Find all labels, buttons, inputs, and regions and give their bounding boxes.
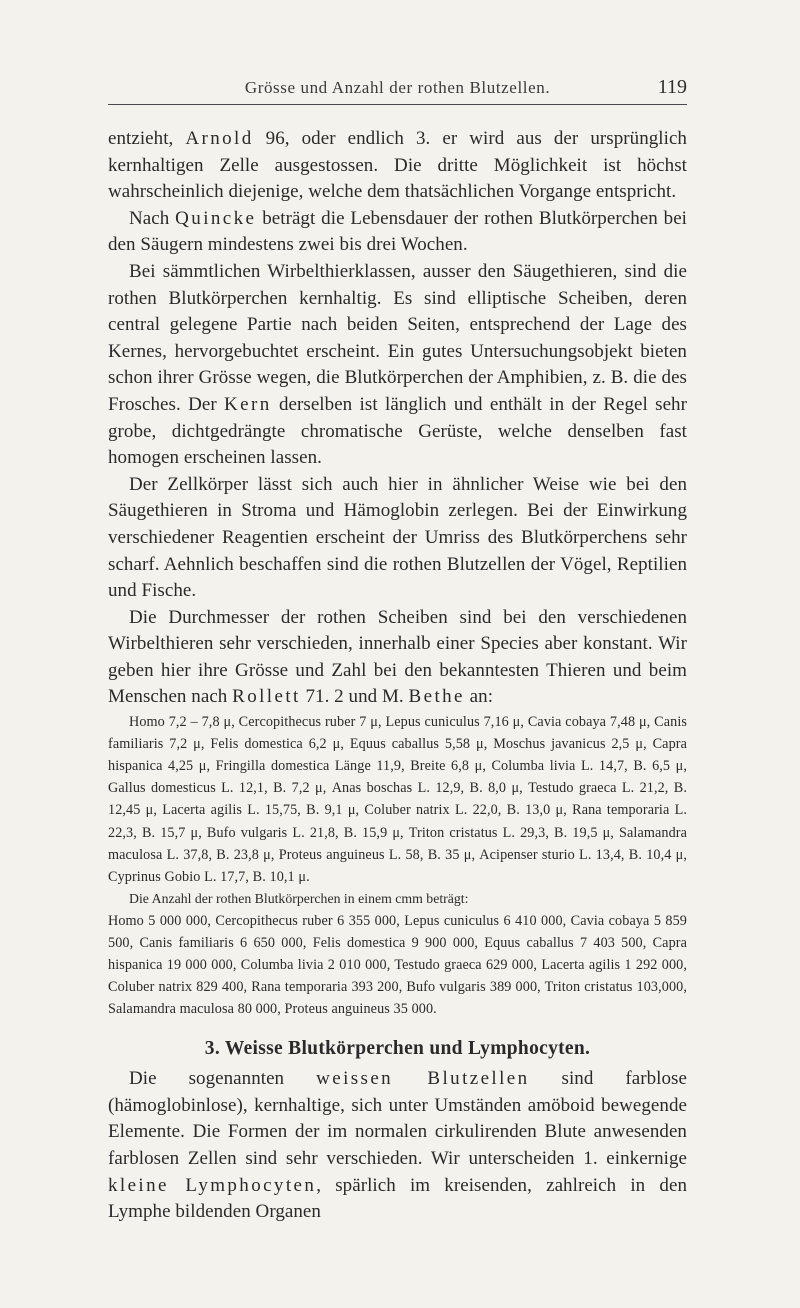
paragraph-2 bbox=[108, 206, 687, 259]
text-run: , spärlich im kreisenden, zahlreich in den Lymphe bildenden Organen bbox=[108, 1174, 687, 1223]
emphasized-term: kleine Lymphocyten bbox=[108, 1174, 317, 1196]
section-heading: 3. Weisse Blutkörperchen und Lymphocyten. bbox=[204, 1038, 591, 1060]
paragraph-6 bbox=[108, 1066, 687, 1226]
text-run: 71. 2 und M. bbox=[300, 686, 409, 708]
paragraph-4: Der Zellkörper lässt sich auch hier in ähnlicher Weise wie bei den Säugethieren in Stroma und Hämoglobin zerlegen. Bei der Einwirkung verschiedener Reagentien erscheint der Umriss des Blutkörperchens sehr scharf. Aehnlich beschaffen sind die rothen Blutzellen der Vögel, Reptilien und Fische. bbox=[108, 473, 687, 602]
text-run: an: bbox=[464, 686, 494, 708]
size-list: Homo 7,2 – 7,8 μ, Cercopithecus ruber 7 μ, Lepus cuniculus 7,16 μ, Cavia cobaya 7,48 μ, Canis familiaris 7,2 μ, Felis domestica 6,2 μ, Equus caballus 5,58 μ, Moschus javanicus 2,5 μ, Capra hispanica 4,25 μ, Fringilla domestica Länge 11,9, Breite 6,8 μ, Columba livia L. 14,7, B. 6,5 μ, Gallus domesticus L. 12,1, B. 7,2 μ, Anas boschas L. 12,9, B. 8,0 μ, Testudo graeca L. 21,2, B. 12,45 μ, Lacerta agilis L. 15,75, B. 9,1 μ, Coluber natrix L. 22,0, B. 13,0 μ, Rana temporaria L. 22,3, B. 15,7 μ, Bufo vulgaris L. 21,8, B. 15,9 μ, Triton cristatus L. 29,3, B. 19,5 μ, Salamandra maculosa L. 37,8, B. 23,8 μ, Proteus anguineus L. 58, B. 35 μ, Acipenser sturio L. 13,4, B. 10,4 μ, Cyprinus Gobio L. 17,7, B. 10,1 μ. bbox=[108, 714, 687, 885]
running-title: Grösse und Anzahl der rothen Blutzellen. bbox=[244, 78, 551, 97]
text-run: derselben ist länglich und enthält in der Regel sehr grobe, dichtgedrängte chromatische Gerüste, welche denselben fast homogen erscheinen lassen. bbox=[108, 393, 687, 469]
emphasized-term: Kern bbox=[224, 393, 272, 415]
page-number: 119 bbox=[657, 76, 687, 98]
text-run: sind farblose (hämoglobinlose), kernhaltige, sich unter Umständen amöboid bewegende Elemente. Die Formen der im normalen cirkulirenden Blute anwesenden farblosen Zellen sind sehr verschieden. Wir unterscheiden 1. einkernige bbox=[108, 1068, 687, 1170]
author-name: Quincke bbox=[175, 207, 257, 229]
text-run: Die sogenannten bbox=[129, 1068, 317, 1090]
text-run: Die Durchmesser der rothen Scheiben sind bei den verschiedenen Wirbelthieren sehr verschieden, innerhalb einer Species aber konstant. Wir geben hier ihre Grösse und Zahl bei den bekanntesten Thieren und beim Menschen nach bbox=[108, 606, 687, 708]
page-header bbox=[108, 76, 687, 105]
emphasized-term: weissen Blutzellen bbox=[316, 1068, 530, 1090]
author-name: Bethe bbox=[408, 686, 465, 708]
count-list: Homo 5 000 000, Cercopithecus ruber 6 355 000, Lepus cuniculus 6 410 000, Cavia cobaya 5 859 500, Canis familiaris 6 650 000, Felis domestica 9 900 000, Equus caballus 7 403 500, Capra hispanica 19 000 000, Columba livia 2 010 000, Testudo graeca 629 000, Lacerta agilis 1 292 000, Coluber natrix 829 400, Rana temporaria 393 200, Bufo vulgaris 389 000, Triton cristatus 103,000, Salamandra maculosa 80 000, Proteus anguineus 35 000. bbox=[108, 912, 687, 1018]
text-body bbox=[108, 126, 687, 1226]
text-run: 96, oder endlich 3. er wird aus der ursprünglich kernhaltigen Zelle ausgestossen. Die dritte Möglichkeit ist höchst wahrscheinlich diejenige, welche dem thatsächlichen Vorgange entspricht. bbox=[108, 128, 687, 203]
text-run: Nach bbox=[129, 207, 176, 229]
author-name: Rollett bbox=[232, 686, 301, 708]
paragraph-5 bbox=[108, 605, 687, 711]
text-run: beträgt die Lebensdauer der rothen Blutkörperchen bei den Säugern mindestens zwei bis drei Wochen. bbox=[108, 207, 688, 256]
author-name: Arnold bbox=[185, 128, 254, 149]
paragraph-3 bbox=[108, 259, 687, 472]
text-run: Bei sämmtlichen Wirbelthierklassen, ausser den Säugethieren, sind die rothen Blutkörperchen kernhaltig. Es sind elliptische Scheiben, deren central gelegene Partie nach beiden Seiten, entsprechend der Lage des Kernes, hervorgebuchtet erscheint. Ein gutes Untersuchungsobjekt bieten schon ihrer Grösse wegen, die Blutkörperchen der Amphibien, z. B. die des Frosches. Der bbox=[108, 260, 687, 415]
text-run: entzieht, bbox=[108, 128, 186, 149]
count-intro: Die Anzahl der rothen Blutkörperchen in einem cmm beträgt: bbox=[129, 890, 469, 906]
paragraph-1 bbox=[108, 126, 687, 206]
